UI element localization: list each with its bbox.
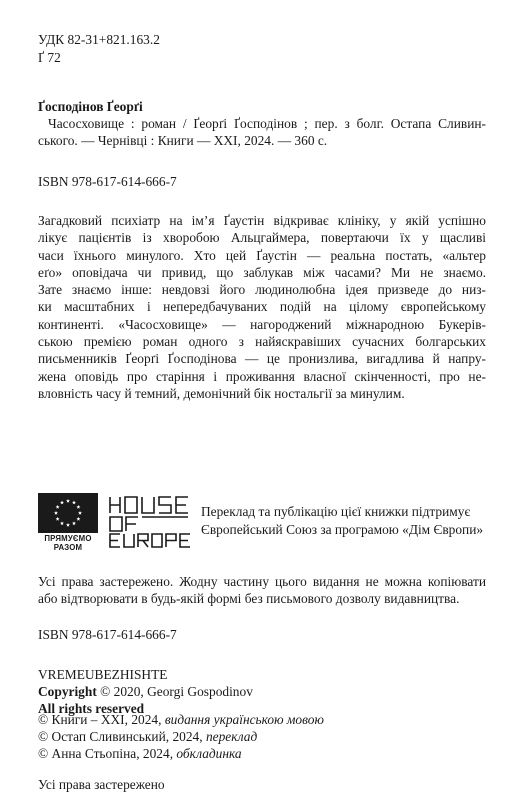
description-line: ського. — Чернівці : Книги — XXI, 2024. — 360 с.	[38, 133, 328, 149]
support-note-line: Європейський Союз за програмою «Дім Європи»	[201, 522, 484, 537]
author-name: Ґосподінов Ґеорґі	[38, 99, 143, 114]
isbn-bottom: ISBN 978-617-614-666-7	[38, 627, 177, 642]
annotation-line: еґо» оповідача чи привид, що заблукав між часами? Ми не знаємо.	[38, 264, 486, 280]
annotation-line: ки масштабних і непередбачуваних подій на цілому європейському	[38, 299, 486, 315]
all-rights-reserved: All rights reserved	[38, 701, 145, 716]
bibliographic-description	[38, 115, 486, 150]
house-of-europe-logo	[108, 493, 192, 549]
original-title: VREMEUBEZHISHTE	[38, 667, 168, 682]
eu-flag-icon	[38, 493, 98, 533]
copyright-label: Copyright	[38, 684, 97, 699]
footer-rights: Усі права застережено	[38, 777, 165, 792]
annotation-line: письменників Ґеорґі Ґосподінова — це пронизлива, вигадлива й напру-	[38, 351, 486, 367]
annotation-line: ською премією роман одного з найяскравіших сучасних болгарських	[38, 334, 486, 350]
rights-line: або відтворювати в будь-якій формі без письмового дозволу видавництва.	[38, 591, 460, 607]
credit-line: © Анна Стьопіна, 2024, обкладинка	[38, 746, 242, 761]
annotation-line: Зате знаємо інше: невдовзі його людинолюбна ідея призведе до низ-	[38, 282, 486, 298]
annotation-line: часи їхнього минулого. Хто цей Ґаустін — реальна постать, «альтер	[38, 247, 486, 263]
copyright-text: © 2020, Georgi Gospodinov	[96, 684, 253, 699]
rights-paragraph	[38, 573, 486, 608]
eu-caption: ПРЯМУЄМО РАЗОМ	[44, 534, 92, 552]
isbn-top: ISBN 978-617-614-666-7	[38, 174, 177, 189]
eu-logo	[38, 493, 98, 552]
credit-line: © Книги – XXI, 2024, видання українською мовою	[38, 712, 324, 727]
annotation-line: вловність часу й темний, демонічний бік ностальгії за минулим.	[38, 385, 405, 401]
annotation-line: континенті. «Часосховище» — нагороджений міжнародною Букерів-	[38, 316, 486, 332]
annotation-line: Загадковий психіатр на ім’я Ґаустін відкриває клініку, у якій успішно	[38, 213, 486, 228]
rights-line: Усі права застережено. Жодну частину цього видання не можна копіювати	[38, 574, 486, 589]
credit-line: © Остап Сливинський, 2024, переклад	[38, 729, 258, 744]
udk-code: УДК 82-31+821.163.2	[38, 32, 160, 47]
author-mark: Ґ 72	[38, 50, 61, 65]
annotation-line: жена оповідь про старіння і проживання власної скінченності, про не-	[38, 368, 486, 384]
support-note-line: Переклад та публікацію цієї книжки підтримує	[201, 504, 471, 519]
description-line: Часосховище : роман / Ґеорґі Ґосподінов ; пер. з болг. Остапа Сливин-	[48, 116, 486, 131]
annotation	[38, 212, 486, 402]
copyright-line	[38, 683, 253, 700]
annotation-line: лікує пацієнтів із хворобою Альцгаймера, повертаючи їх у щасливі	[38, 230, 486, 246]
